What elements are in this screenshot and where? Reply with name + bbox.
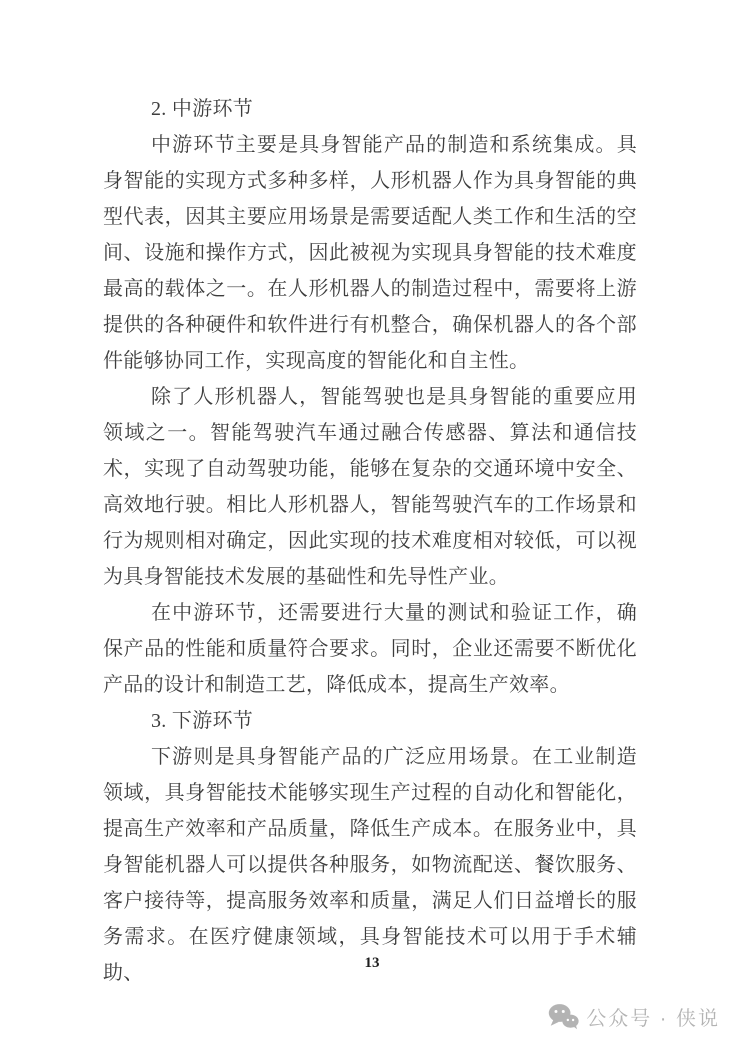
watermark bbox=[548, 1002, 720, 1031]
paragraph-midstream-3: 在中游环节，还需要进行大量的测试和验证工作，确保产品的性能和质量符合要求。同时，企业还需要不断优化产品的设计和制造工艺，降低成本，提高生产效率。 bbox=[103, 602, 637, 696]
page-content bbox=[103, 91, 637, 991]
paragraph-midstream-1: 中游环节主要是具身智能产品的制造和系统集成。具身智能的实现方式多种多样，人形机器人作为具身智能的典型代表，因其主要应用场景是需要适配人类工作和生活的空间、设施和操作方式，因此被视为实现具身智能的技术难度最高的载体之一。在人形机器人的制造过程中，需要将上游提供的各种硬件和软件进行有机整合，确保机器人的各个部件能够协同工作，实现高度的智能化和自主性。 bbox=[103, 134, 637, 372]
paragraph-downstream-1: 下游则是具身智能产品的广泛应用场景。在工业制造领域，具身智能技术能够实现生产过程的自动化和智能化，提高生产效率和产品质量，降低生产成本。在服务业中，具身智能机器人可以提供各种服务，如物流配送、餐饮服务、客户接待等，提高服务效率和质量，满足人们日益增长的服务需求。在医疗健康领域，具身智能技术可以用于手术辅助、 bbox=[103, 746, 637, 984]
section-heading-downstream: 3. 下游环节 bbox=[151, 710, 254, 732]
paragraph-midstream-2: 除了人形机器人，智能驾驶也是具身智能的重要应用领域之一。智能驾驶汽车通过融合传感器、算法和通信技术，实现了自动驾驶功能，能够在复杂的交通环境中安全、高效地行驶。相比人形机器人，智能驾驶汽车的工作场景和行为规则相对确定，因此实现的技术难度相对较低，可以视为具身智能技术发展的基础性和先导性产业。 bbox=[103, 386, 637, 588]
section-heading-midstream: 2. 中游环节 bbox=[151, 98, 254, 120]
watermark-text: 公众号 · 侠说 bbox=[586, 1008, 720, 1030]
page-number: 13 bbox=[364, 955, 380, 971]
wechat-icon bbox=[548, 1003, 579, 1030]
